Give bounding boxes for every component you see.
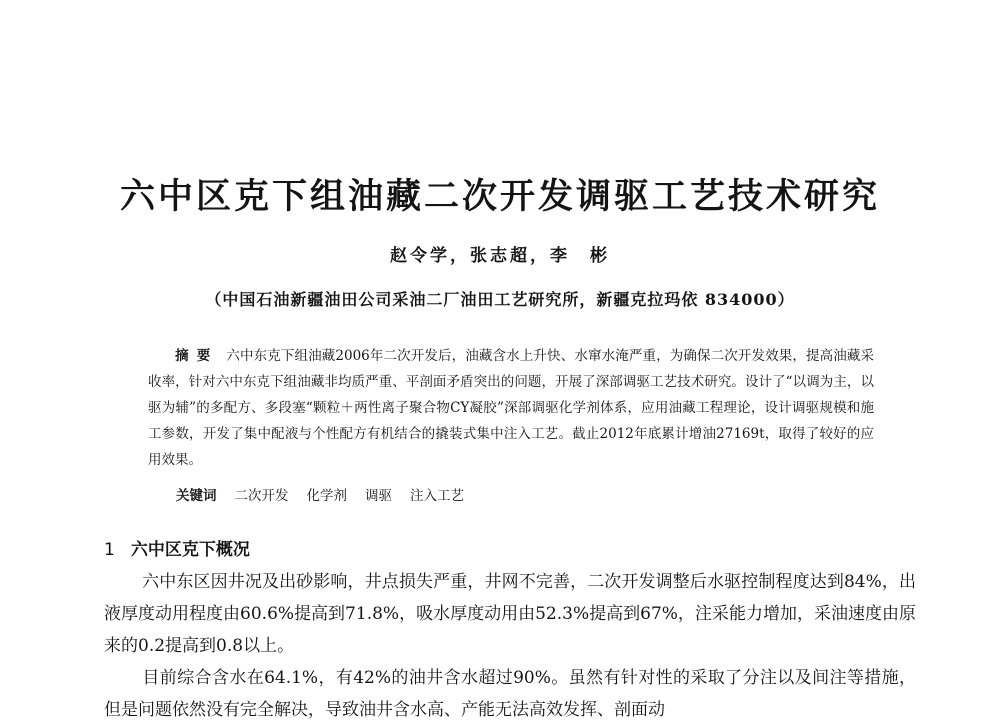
author-list: 赵令学，张志超，李 彬 (390, 246, 610, 266)
keywords (176, 483, 876, 509)
paragraph-text: 六中东区因井况及出砂影响，井点损失严重，井网不完善，二次开发调整后水驱控制程度达到84%，出液厚度动用程度由60.6%提高到71.8%，吸水厚度动用由52.3%提高到67%，注采能力增加，采油速度由原来的0.2提高到0.8以上。 (104, 572, 916, 656)
keyword-item: 化学剂 (306, 488, 347, 504)
keywords-label: 关键词 (176, 488, 217, 504)
section-title: 六中区克下概况 (130, 540, 250, 560)
section-heading (104, 536, 904, 564)
keyword-item: 调驱 (365, 488, 392, 504)
paper-title: 六中区克下组油藏二次开发调驱工艺技术研究 (119, 177, 880, 217)
paragraph-text: 目前综合含水在64.1%，有42%的油井含水超过90%。虽然有针对性的采取了分注以及间注等措施，但是问题依然没有完全解决，导致油井含水高、产能无法高效发挥、剖面动 (104, 668, 916, 720)
keyword-item: 二次开发 (234, 488, 289, 504)
abstract (148, 343, 874, 473)
body-paragraph (104, 662, 916, 726)
author-affiliation: （中国石油新疆油田公司采油二厂油田工艺研究所，新疆克拉玛依 834000） (205, 290, 795, 309)
keyword-item: 注入工艺 (410, 488, 464, 504)
abstract-text: 六中东克下组油藏2006年二次开发后，油藏含水上升快、水窜水淹严重，为确保二次开发效果，提高油藏采收率，针对六中东克下组油藏非均质严重、平剖面矛盾突出的问题，开展了深部调驱工艺技术研究。设计了“以调为主，以驱为辅”的多配方、多段塞“颗粒＋两性离子聚合物CY凝胶”深部调驱化学剂体系，应用油藏工程理论，设计调驱规模和施工参数，开发了集中配液与个性配方有机结合的撬装式集中注入工艺。截止2012年底累计增油27169t，取得了较好的应用效果。 (148, 348, 875, 468)
body-paragraph (104, 566, 916, 662)
abstract-label: 摘要 (175, 348, 219, 364)
section-number: 1 (104, 540, 115, 560)
